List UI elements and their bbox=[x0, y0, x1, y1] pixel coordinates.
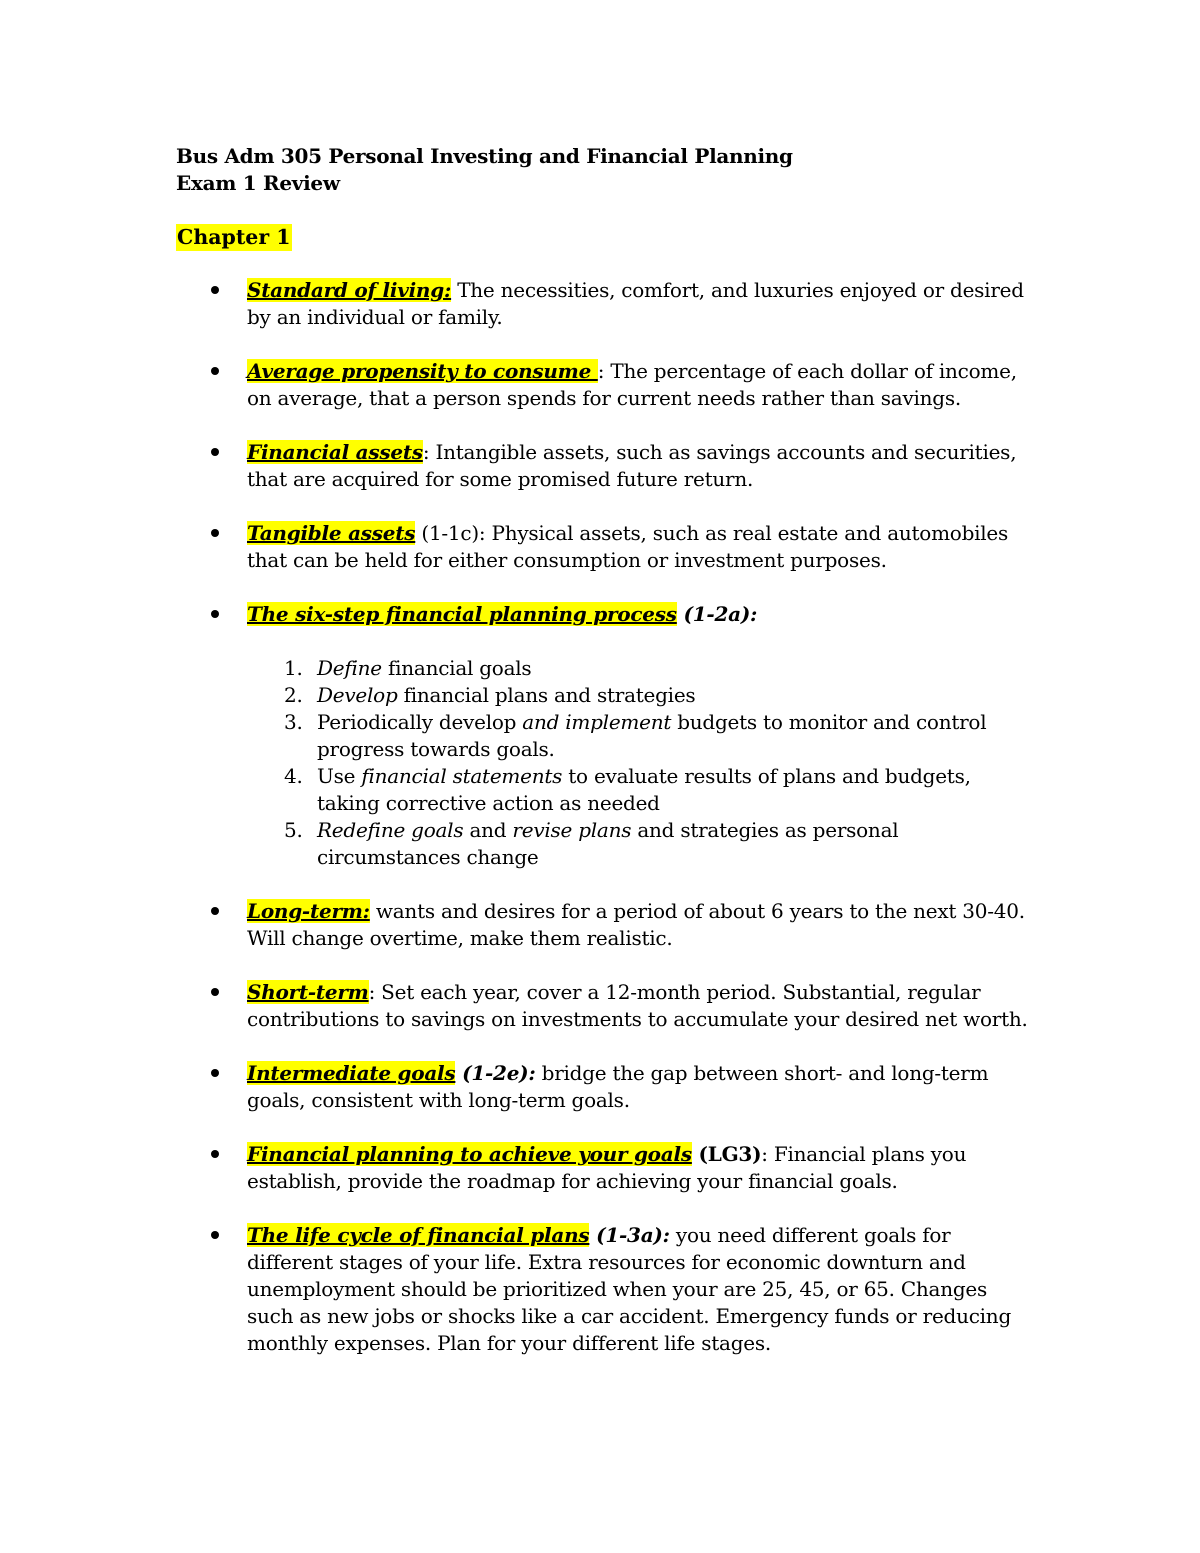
step-number: 1. bbox=[284, 656, 303, 680]
term-label: The life cycle of financial plans bbox=[247, 1223, 590, 1247]
step-emphasis: financial statements bbox=[361, 764, 563, 788]
term-section-ref: (1-3a): bbox=[589, 1223, 670, 1247]
bullet-icon bbox=[211, 286, 219, 294]
course-title: Bus Adm 305 Personal Investing and Financial Planning bbox=[176, 144, 793, 168]
step-emphasis: Redefine goals bbox=[317, 818, 464, 842]
term-label: Standard of living: bbox=[247, 278, 452, 302]
term-label: Short-term bbox=[247, 980, 369, 1004]
planning-step bbox=[247, 763, 1036, 817]
bullet-icon bbox=[211, 1150, 219, 1158]
planning-steps-list bbox=[247, 655, 1036, 871]
step-emphasis: and implement bbox=[522, 710, 672, 734]
step-number: 4. bbox=[284, 764, 303, 788]
step-text: Periodically develop bbox=[317, 710, 523, 734]
term-definition: you need different goals for different stages of your life. Extra resources for economic downturn and unemployment should be prioritized when your are 25, 45, or 65. Changes such as new jobs or shocks like a car accident. Emergency funds or reducing monthly expenses. Plan for your different life stages. bbox=[247, 1223, 1011, 1355]
bullet-icon bbox=[211, 610, 219, 618]
step-emphasis: revise plans bbox=[512, 818, 632, 842]
term-section-ref: (1-2e): bbox=[455, 1061, 536, 1085]
term-definition: The necessities, comfort, and luxuries enjoyed or desired by an individual or family. bbox=[247, 278, 1024, 329]
term-label: Financial assets bbox=[247, 440, 423, 464]
term-definition: : Intangible assets, such as savings accounts and securities, that are acquired for some promised future return. bbox=[247, 440, 1017, 491]
step-number: 2. bbox=[284, 683, 303, 707]
term-label: Long-term: bbox=[247, 899, 370, 923]
step-text: and strategies as personal circumstances change bbox=[317, 818, 899, 869]
planning-step bbox=[247, 682, 1036, 709]
term-item-intermediate-goals bbox=[176, 1060, 1036, 1114]
term-item-standard-of-living bbox=[176, 277, 1036, 331]
term-definition: : Set each year, cover a 12-month period. Substantial, regular contributions to savings on investments to accumulate your desired net worth. bbox=[247, 980, 1028, 1031]
term-definition: wants and desires for a period of about 6 years to the next 30-40. Will change overtime, make them realistic. bbox=[247, 899, 1025, 950]
review-subtitle: Exam 1 Review bbox=[176, 171, 340, 195]
planning-step bbox=[247, 817, 1036, 871]
term-section-ref: (1-2a): bbox=[676, 602, 758, 626]
term-label: Financial planning to achieve your goals bbox=[247, 1142, 692, 1166]
step-text: financial goals bbox=[381, 656, 532, 680]
term-item-financial-planning-goals bbox=[176, 1141, 1036, 1195]
term-section-ref: (1-1c) bbox=[415, 521, 479, 545]
document-body bbox=[176, 143, 1036, 1384]
bullet-icon bbox=[211, 448, 219, 456]
step-text: to evaluate results of plans and budgets, taking corrective action as needed bbox=[317, 764, 971, 815]
planning-step bbox=[247, 655, 1036, 682]
term-label: Intermediate goals bbox=[247, 1061, 456, 1085]
term-item-average-propensity bbox=[176, 358, 1036, 412]
step-text: financial plans and strategies bbox=[397, 683, 696, 707]
term-section-ref: (LG3) bbox=[691, 1142, 762, 1166]
bullet-icon bbox=[211, 907, 219, 915]
term-label: The six-step financial planning process bbox=[247, 602, 677, 626]
term-item-long-term bbox=[176, 898, 1036, 952]
term-item-short-term bbox=[176, 979, 1036, 1033]
bullet-icon bbox=[211, 988, 219, 996]
chapter-heading: Chapter 1 bbox=[177, 225, 291, 249]
planning-step bbox=[247, 709, 1036, 763]
term-label: Tangible assets bbox=[247, 521, 416, 545]
bullet-icon bbox=[211, 367, 219, 375]
term-item-life-cycle bbox=[176, 1222, 1036, 1357]
step-number: 3. bbox=[284, 710, 303, 734]
step-emphasis: Develop bbox=[317, 683, 398, 707]
term-label: Average propensity to consume bbox=[247, 359, 598, 383]
term-definition: : The percentage of each dollar of income, on average, that a person spends for current needs rather than savings. bbox=[247, 359, 1017, 410]
term-item-financial-assets bbox=[176, 439, 1036, 493]
term-list bbox=[176, 277, 1036, 1357]
step-emphasis: Define bbox=[317, 656, 382, 680]
bullet-icon bbox=[211, 529, 219, 537]
term-item-six-step-process bbox=[176, 601, 1036, 871]
term-definition: : Physical assets, such as real estate and automobiles that can be held for either consumption or investment purposes. bbox=[247, 521, 1009, 572]
term-definition: : Financial plans you establish, provide the roadmap for achieving your financial goals. bbox=[247, 1142, 967, 1193]
bullet-icon bbox=[211, 1231, 219, 1239]
bullet-icon bbox=[211, 1069, 219, 1077]
step-text: budgets to monitor and control progress towards goals. bbox=[317, 710, 987, 761]
term-item-tangible-assets bbox=[176, 520, 1036, 574]
term-definition: bridge the gap between short- and long-term goals, consistent with long-term goals. bbox=[247, 1061, 989, 1112]
step-text: and bbox=[463, 818, 513, 842]
step-number: 5. bbox=[284, 818, 303, 842]
step-text: Use bbox=[317, 764, 362, 788]
